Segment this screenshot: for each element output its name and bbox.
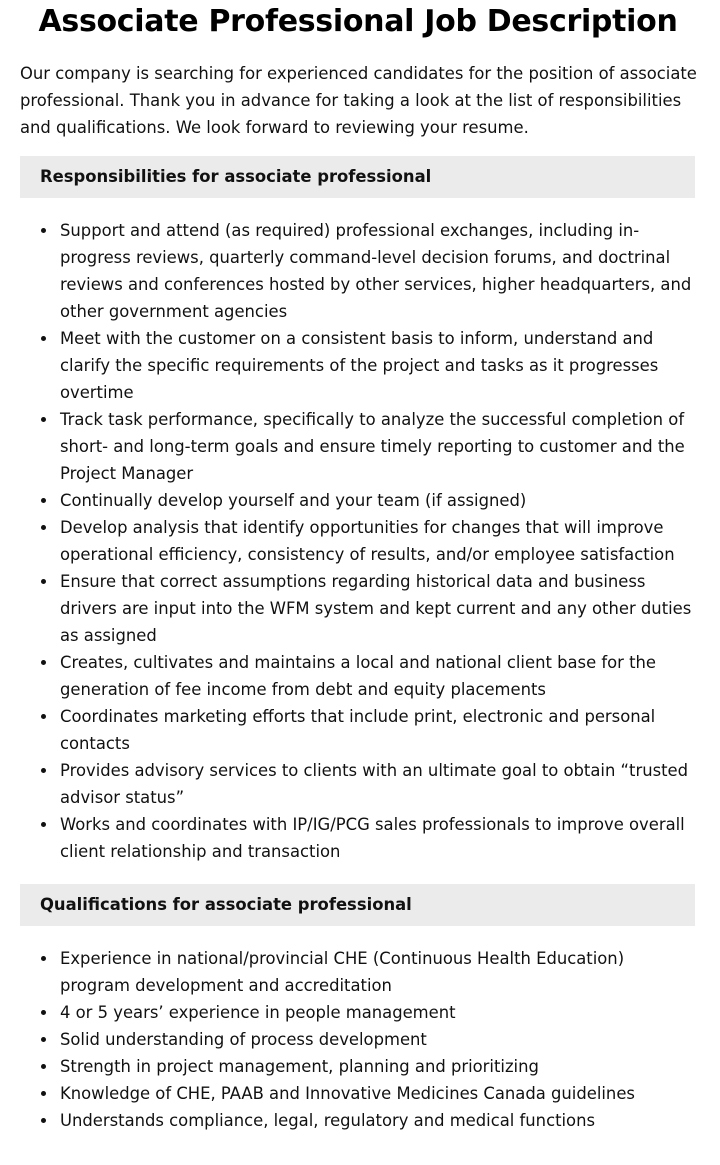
- responsibilities-list: [20, 217, 696, 865]
- list-item-text: Meet with the customer on a consistent basis to inform, understand and clarify the specific requirements of the project and tasks as it progresses overtime: [60, 329, 659, 402]
- page-title: Associate Professional Job Description: [38, 4, 678, 39]
- list-item: [60, 811, 696, 865]
- list-item: [60, 757, 696, 811]
- list-item: [60, 1026, 696, 1053]
- bullet-icon: [41, 228, 46, 233]
- list-item-text: Solid understanding of process development: [60, 1030, 427, 1049]
- bullet-icon: [41, 417, 46, 422]
- bullet-icon: [41, 336, 46, 341]
- list-item: [60, 487, 696, 514]
- intro-paragraph: Our company is searching for experienced candidates for the position of associate professional. Thank you in advance for taking a look at the list of responsibilities and qualifications. We look forward to reviewing your resume.: [20, 64, 697, 137]
- list-item: [60, 1107, 696, 1134]
- list-item-text: Coordinates marketing efforts that include print, electronic and personal contacts: [60, 707, 656, 753]
- list-item: [60, 999, 696, 1026]
- bullet-icon: [41, 1037, 46, 1042]
- bullet-icon: [41, 1091, 46, 1096]
- qualifications-section-header: [20, 884, 695, 926]
- list-item-text: Ensure that correct assumptions regarding historical data and business drivers are input into the WFM system and kept current and any other duties as assigned: [60, 572, 692, 645]
- list-item: [60, 406, 696, 487]
- bullet-icon: [41, 956, 46, 961]
- list-item-text: Works and coordinates with IP/IG/PCG sales professionals to improve overall client relationship and transaction: [60, 815, 685, 861]
- bullet-icon: [41, 498, 46, 503]
- list-item: [60, 568, 696, 649]
- list-item-text: Creates, cultivates and maintains a local and national client base for the generation of fee income from debt and equity placements: [60, 653, 657, 699]
- list-item-text: Develop analysis that identify opportunities for changes that will improve operational efficiency, consistency of results, and/or employee satisfaction: [60, 518, 675, 564]
- list-item-text: Experience in national/provincial CHE (Continuous Health Education) program development and accreditation: [60, 949, 625, 995]
- list-item-text: 4 or 5 years’ experience in people management: [60, 1003, 456, 1022]
- bullet-icon: [41, 714, 46, 719]
- bullet-icon: [41, 768, 46, 773]
- list-item: [60, 514, 696, 568]
- responsibilities-section-header: [20, 156, 695, 198]
- bullet-icon: [41, 1118, 46, 1123]
- list-item-text: Track task performance, specifically to analyze the successful completion of short- and long-term goals and ensure timely reporting to customer and the Project Manager: [60, 410, 685, 483]
- list-item: [60, 325, 696, 406]
- list-item: [60, 703, 696, 757]
- list-item: [60, 217, 696, 325]
- bullet-icon: [41, 1010, 46, 1015]
- list-item: [60, 945, 696, 999]
- qualifications-heading: Qualifications for associate professional: [40, 895, 412, 914]
- qualifications-list: [20, 945, 696, 1134]
- list-item-text: Knowledge of CHE, PAAB and Innovative Medicines Canada guidelines: [60, 1084, 635, 1103]
- list-item-text: Strength in project management, planning and prioritizing: [60, 1057, 539, 1076]
- bullet-icon: [41, 660, 46, 665]
- list-item-text: Support and attend (as required) professional exchanges, including in-progress reviews, quarterly command-level decision forums, and doctrinal reviews and conferences hosted by other services, higher headquarters, and other government agencies: [60, 221, 692, 321]
- list-item: [60, 1053, 696, 1080]
- bullet-icon: [41, 822, 46, 827]
- responsibilities-heading: Responsibilities for associate professional: [40, 167, 432, 186]
- bullet-icon: [41, 525, 46, 530]
- list-item-text: Provides advisory services to clients with an ultimate goal to obtain “trusted advisor status”: [60, 761, 689, 807]
- list-item-text: Continually develop yourself and your team (if assigned): [60, 491, 527, 510]
- bullet-icon: [41, 1064, 46, 1069]
- list-item: [60, 1080, 696, 1107]
- list-item-text: Understands compliance, legal, regulatory and medical functions: [60, 1111, 596, 1130]
- bullet-icon: [41, 579, 46, 584]
- list-item: [60, 649, 696, 703]
